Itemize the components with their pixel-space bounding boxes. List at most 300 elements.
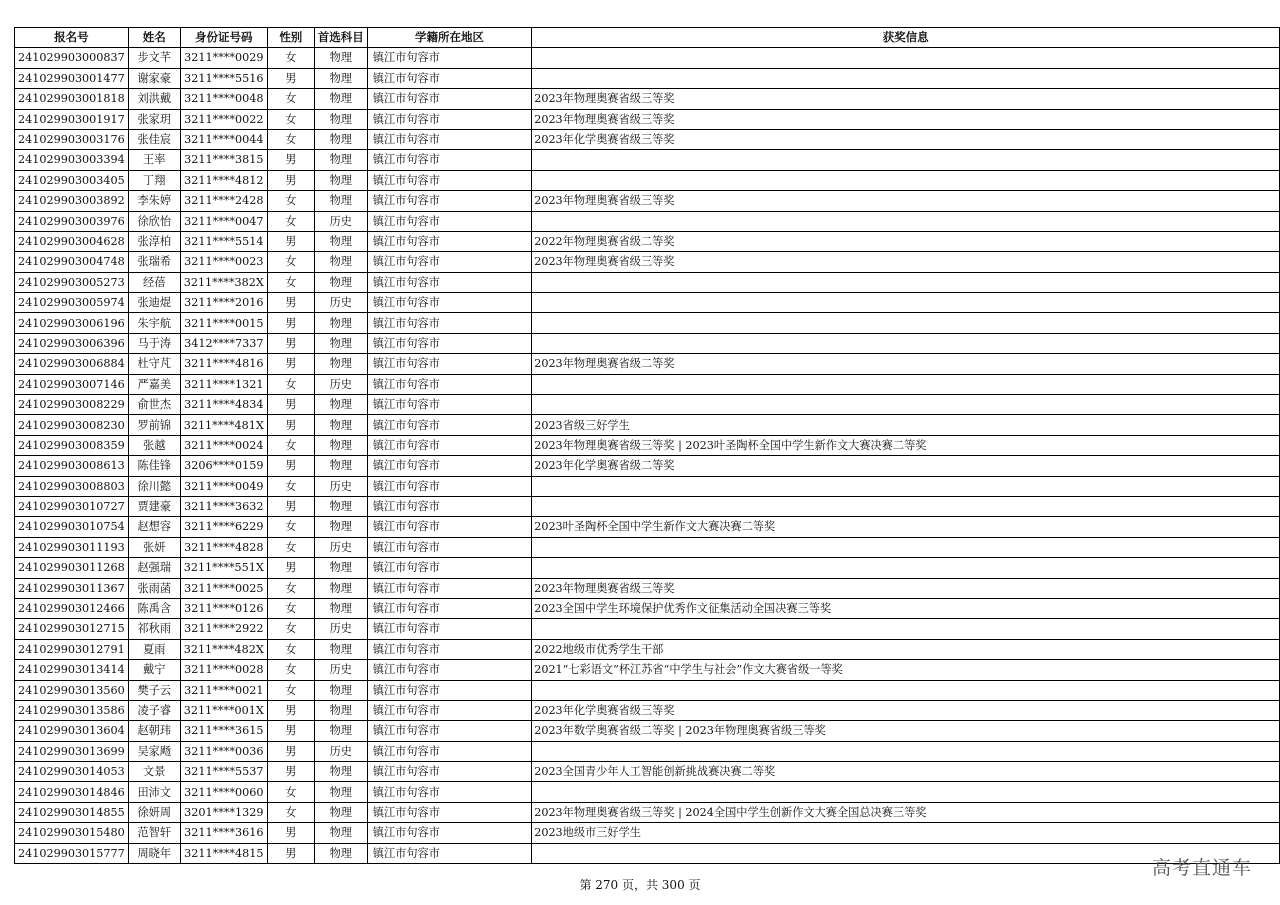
cell-name: 张瑞希 xyxy=(128,252,180,272)
table-row xyxy=(15,415,1280,435)
cell-subject: 物理 xyxy=(314,252,367,272)
cell-region: 镇江市句容市 xyxy=(367,109,531,129)
cell-reg-no: 241029903011268 xyxy=(15,558,129,578)
cell-name: 俞世杰 xyxy=(128,395,180,415)
cell-subject: 物理 xyxy=(314,170,367,190)
cell-reg-no: 241029903003976 xyxy=(15,211,129,231)
cell-gender: 男 xyxy=(267,558,314,578)
cell-id: 3211****551X xyxy=(180,558,267,578)
cell-subject: 物理 xyxy=(314,415,367,435)
table-row xyxy=(15,476,1280,496)
table-row xyxy=(15,843,1280,863)
cell-id: 3211****3615 xyxy=(180,721,267,741)
table-row xyxy=(15,333,1280,353)
cell-gender: 女 xyxy=(267,252,314,272)
cell-awards xyxy=(532,537,1280,557)
cell-gender: 男 xyxy=(267,496,314,516)
cell-region: 镇江市句容市 xyxy=(367,741,531,761)
cell-id: 3211****0044 xyxy=(180,129,267,149)
cell-id: 3211****2428 xyxy=(180,191,267,211)
cell-id: 3211****3815 xyxy=(180,150,267,170)
cell-subject: 物理 xyxy=(314,48,367,68)
cell-region: 镇江市句容市 xyxy=(367,191,531,211)
cell-subject: 物理 xyxy=(314,89,367,109)
cell-subject: 物理 xyxy=(314,558,367,578)
cell-reg-no: 241029903007146 xyxy=(15,374,129,394)
cell-name: 张迪焜 xyxy=(128,293,180,313)
cell-reg-no: 241029903013560 xyxy=(15,680,129,700)
cell-subject: 历史 xyxy=(314,660,367,680)
cell-reg-no: 241029903015480 xyxy=(15,823,129,843)
cell-subject: 物理 xyxy=(314,109,367,129)
cell-awards xyxy=(532,150,1280,170)
cell-reg-no: 241029903014053 xyxy=(15,762,129,782)
cell-name: 谢家豪 xyxy=(128,68,180,88)
cell-reg-no: 241029903008230 xyxy=(15,415,129,435)
cell-gender: 男 xyxy=(267,313,314,333)
cell-subject: 物理 xyxy=(314,823,367,843)
cell-reg-no: 241029903001917 xyxy=(15,109,129,129)
cell-subject: 物理 xyxy=(314,802,367,822)
cell-gender: 男 xyxy=(267,293,314,313)
cell-name: 范智轩 xyxy=(128,823,180,843)
cell-subject: 物理 xyxy=(314,843,367,863)
table-row xyxy=(15,374,1280,394)
cell-id: 3211****1321 xyxy=(180,374,267,394)
cell-awards: 2023地级市三好学生 xyxy=(532,823,1280,843)
table-row xyxy=(15,435,1280,455)
table-row xyxy=(15,48,1280,68)
cell-gender: 女 xyxy=(267,782,314,802)
cell-region: 镇江市句容市 xyxy=(367,231,531,251)
cell-reg-no: 241029903003405 xyxy=(15,170,129,190)
table-row xyxy=(15,598,1280,618)
cell-name: 樊子云 xyxy=(128,680,180,700)
cell-id: 3211****0036 xyxy=(180,741,267,761)
cell-awards: 2023省级三好学生 xyxy=(532,415,1280,435)
cell-subject: 物理 xyxy=(314,782,367,802)
cell-gender: 男 xyxy=(267,395,314,415)
admission-table xyxy=(14,27,1280,864)
cell-id: 3206****0159 xyxy=(180,456,267,476)
cell-gender: 女 xyxy=(267,89,314,109)
cell-region: 镇江市句容市 xyxy=(367,48,531,68)
table-row xyxy=(15,231,1280,251)
cell-name: 徐欣怡 xyxy=(128,211,180,231)
cell-region: 镇江市句容市 xyxy=(367,782,531,802)
cell-id: 3211****481X xyxy=(180,415,267,435)
cell-awards: 2023年物理奥赛省级三等奖 xyxy=(532,578,1280,598)
cell-subject: 物理 xyxy=(314,395,367,415)
cell-gender: 女 xyxy=(267,598,314,618)
cell-gender: 男 xyxy=(267,823,314,843)
cell-name: 经蓓 xyxy=(128,272,180,292)
cell-id: 3211****3632 xyxy=(180,496,267,516)
cell-gender: 女 xyxy=(267,578,314,598)
cell-id: 3211****5514 xyxy=(180,231,267,251)
cell-name: 严嘉美 xyxy=(128,374,180,394)
cell-name: 张家玥 xyxy=(128,109,180,129)
cell-subject: 物理 xyxy=(314,456,367,476)
cell-region: 镇江市句容市 xyxy=(367,354,531,374)
cell-name: 凌子睿 xyxy=(128,700,180,720)
cell-name: 李朱婷 xyxy=(128,191,180,211)
cell-gender: 男 xyxy=(267,415,314,435)
cell-subject: 物理 xyxy=(314,313,367,333)
cell-gender: 男 xyxy=(267,150,314,170)
cell-name: 夏雨 xyxy=(128,639,180,659)
table-row xyxy=(15,558,1280,578)
cell-id: 3211****4816 xyxy=(180,354,267,374)
cell-name: 贾建豪 xyxy=(128,496,180,516)
table-row xyxy=(15,354,1280,374)
cell-gender: 女 xyxy=(267,476,314,496)
cell-region: 镇江市句容市 xyxy=(367,313,531,333)
cell-subject: 历史 xyxy=(314,211,367,231)
col-header-region: 学籍所在地区 xyxy=(367,28,531,48)
cell-subject: 物理 xyxy=(314,680,367,700)
table-row xyxy=(15,823,1280,843)
cell-name: 文景 xyxy=(128,762,180,782)
page-footer: 第 270 页，共 300 页 xyxy=(579,878,701,892)
cell-region: 镇江市句容市 xyxy=(367,762,531,782)
cell-subject: 物理 xyxy=(314,578,367,598)
cell-id: 3211****0023 xyxy=(180,252,267,272)
cell-reg-no: 241029903013699 xyxy=(15,741,129,761)
cell-region: 镇江市句容市 xyxy=(367,598,531,618)
table-row xyxy=(15,639,1280,659)
table-row xyxy=(15,313,1280,333)
col-header-id: 身份证号码 xyxy=(180,28,267,48)
cell-subject: 物理 xyxy=(314,762,367,782)
cell-awards: 2023全国青少年人工智能创新挑战赛决赛二等奖 xyxy=(532,762,1280,782)
cell-reg-no: 241029903003892 xyxy=(15,191,129,211)
cell-subject: 历史 xyxy=(314,293,367,313)
watermark: 高考直通车 xyxy=(1151,857,1252,879)
cell-reg-no: 241029903005273 xyxy=(15,272,129,292)
cell-awards: 2023年物理奥赛省级三等奖 | 2023叶圣陶杯全国中学生新作文大赛决赛二等奖 xyxy=(532,435,1280,455)
table-row xyxy=(15,680,1280,700)
cell-name: 陈佳锋 xyxy=(128,456,180,476)
cell-name: 罗前锦 xyxy=(128,415,180,435)
cell-region: 镇江市句容市 xyxy=(367,211,531,231)
cell-name: 祁秋雨 xyxy=(128,619,180,639)
cell-name: 徐妍周 xyxy=(128,802,180,822)
cell-subject: 物理 xyxy=(314,639,367,659)
table-row xyxy=(15,211,1280,231)
cell-awards xyxy=(532,48,1280,68)
cell-awards: 2023年化学奥赛省级三等奖 xyxy=(532,129,1280,149)
cell-awards: 2023年数学奥赛省级二等奖 | 2023年物理奥赛省级三等奖 xyxy=(532,721,1280,741)
cell-awards: 2023年物理奥赛省级三等奖 xyxy=(532,89,1280,109)
cell-id: 3211****5516 xyxy=(180,68,267,88)
cell-region: 镇江市句容市 xyxy=(367,558,531,578)
cell-id: 3211****0048 xyxy=(180,89,267,109)
cell-awards xyxy=(532,496,1280,516)
cell-subject: 历史 xyxy=(314,619,367,639)
cell-name: 张越 xyxy=(128,435,180,455)
cell-subject: 物理 xyxy=(314,231,367,251)
cell-reg-no: 241029903004748 xyxy=(15,252,129,272)
table-row xyxy=(15,802,1280,822)
cell-region: 镇江市句容市 xyxy=(367,496,531,516)
cell-reg-no: 241029903011193 xyxy=(15,537,129,557)
cell-region: 镇江市句容市 xyxy=(367,293,531,313)
cell-id: 3211****0049 xyxy=(180,476,267,496)
cell-name: 周晓年 xyxy=(128,843,180,863)
table-row xyxy=(15,700,1280,720)
cell-region: 镇江市句容市 xyxy=(367,700,531,720)
cell-gender: 女 xyxy=(267,517,314,537)
cell-id: 3211****3616 xyxy=(180,823,267,843)
table-row xyxy=(15,517,1280,537)
table-row xyxy=(15,762,1280,782)
cell-name: 陈禹含 xyxy=(128,598,180,618)
cell-region: 镇江市句容市 xyxy=(367,639,531,659)
table-row xyxy=(15,456,1280,476)
table-row xyxy=(15,129,1280,149)
cell-id: 3211****0126 xyxy=(180,598,267,618)
cell-region: 镇江市句容市 xyxy=(367,680,531,700)
cell-region: 镇江市句容市 xyxy=(367,619,531,639)
col-header-reg-no: 报名号 xyxy=(15,28,129,48)
cell-awards xyxy=(532,558,1280,578)
cell-gender: 女 xyxy=(267,537,314,557)
cell-id: 3211****4815 xyxy=(180,843,267,863)
cell-awards xyxy=(532,374,1280,394)
cell-awards xyxy=(532,741,1280,761)
cell-region: 镇江市句容市 xyxy=(367,456,531,476)
cell-awards: 2022年物理奥赛省级二等奖 xyxy=(532,231,1280,251)
cell-reg-no: 241029903011367 xyxy=(15,578,129,598)
cell-gender: 女 xyxy=(267,129,314,149)
cell-reg-no: 241029903012791 xyxy=(15,639,129,659)
cell-region: 镇江市句容市 xyxy=(367,150,531,170)
cell-gender: 女 xyxy=(267,109,314,129)
cell-awards: 2023年物理奥赛省级三等奖 xyxy=(532,191,1280,211)
cell-name: 张妍 xyxy=(128,537,180,557)
cell-gender: 男 xyxy=(267,170,314,190)
cell-reg-no: 241029903001818 xyxy=(15,89,129,109)
cell-id: 3211****382X xyxy=(180,272,267,292)
cell-region: 镇江市句容市 xyxy=(367,660,531,680)
cell-gender: 男 xyxy=(267,456,314,476)
cell-awards: 2023年化学奥赛省级三等奖 xyxy=(532,700,1280,720)
cell-subject: 物理 xyxy=(314,700,367,720)
cell-reg-no: 241029903012466 xyxy=(15,598,129,618)
cell-reg-no: 241029903010727 xyxy=(15,496,129,516)
cell-id: 3201****1329 xyxy=(180,802,267,822)
cell-subject: 物理 xyxy=(314,435,367,455)
table-row xyxy=(15,89,1280,109)
table-row xyxy=(15,170,1280,190)
cell-awards xyxy=(532,293,1280,313)
cell-region: 镇江市句容市 xyxy=(367,578,531,598)
table-row xyxy=(15,293,1280,313)
cell-name: 张佳宸 xyxy=(128,129,180,149)
cell-id: 3211****2016 xyxy=(180,293,267,313)
table-row xyxy=(15,721,1280,741)
cell-subject: 物理 xyxy=(314,496,367,516)
cell-region: 镇江市句容市 xyxy=(367,333,531,353)
cell-id: 3211****0024 xyxy=(180,435,267,455)
cell-region: 镇江市句容市 xyxy=(367,823,531,843)
col-header-name: 姓名 xyxy=(128,28,180,48)
cell-awards: 2021“七彩语文”杯江苏省“中学生与社会”作文大赛省级一等奖 xyxy=(532,660,1280,680)
cell-subject: 物理 xyxy=(314,721,367,741)
cell-name: 王率 xyxy=(128,150,180,170)
cell-reg-no: 241029903015777 xyxy=(15,843,129,863)
cell-subject: 历史 xyxy=(314,476,367,496)
cell-name: 赵想容 xyxy=(128,517,180,537)
cell-region: 镇江市句容市 xyxy=(367,252,531,272)
cell-awards: 2022地级市优秀学生干部 xyxy=(532,639,1280,659)
cell-name: 戴宁 xyxy=(128,660,180,680)
cell-name: 刘洪戴 xyxy=(128,89,180,109)
cell-name: 杜守芃 xyxy=(128,354,180,374)
cell-awards xyxy=(532,313,1280,333)
cell-awards xyxy=(532,272,1280,292)
cell-awards: 2023年物理奥赛省级三等奖 xyxy=(532,252,1280,272)
cell-gender: 女 xyxy=(267,619,314,639)
cell-id: 3211****0022 xyxy=(180,109,267,129)
cell-awards xyxy=(532,395,1280,415)
cell-subject: 物理 xyxy=(314,272,367,292)
table-row xyxy=(15,619,1280,639)
cell-awards xyxy=(532,170,1280,190)
cell-id: 3211****2922 xyxy=(180,619,267,639)
cell-awards xyxy=(532,476,1280,496)
cell-gender: 男 xyxy=(267,354,314,374)
cell-gender: 男 xyxy=(267,721,314,741)
cell-reg-no: 241029903008229 xyxy=(15,395,129,415)
cell-reg-no: 241029903000837 xyxy=(15,48,129,68)
cell-gender: 女 xyxy=(267,639,314,659)
cell-reg-no: 241029903014846 xyxy=(15,782,129,802)
cell-gender: 男 xyxy=(267,333,314,353)
cell-gender: 女 xyxy=(267,802,314,822)
cell-subject: 历史 xyxy=(314,741,367,761)
table-row xyxy=(15,68,1280,88)
cell-region: 镇江市句容市 xyxy=(367,68,531,88)
cell-awards: 2023年物理奥赛省级二等奖 xyxy=(532,354,1280,374)
cell-region: 镇江市句容市 xyxy=(367,802,531,822)
cell-subject: 物理 xyxy=(314,598,367,618)
cell-id: 3211****4828 xyxy=(180,537,267,557)
cell-id: 3211****0015 xyxy=(180,313,267,333)
cell-name: 徐川懿 xyxy=(128,476,180,496)
cell-reg-no: 241029903013604 xyxy=(15,721,129,741)
cell-awards xyxy=(532,211,1280,231)
cell-reg-no: 241029903008613 xyxy=(15,456,129,476)
cell-region: 镇江市句容市 xyxy=(367,170,531,190)
table-row xyxy=(15,191,1280,211)
cell-awards xyxy=(532,333,1280,353)
table-row xyxy=(15,537,1280,557)
cell-region: 镇江市句容市 xyxy=(367,517,531,537)
cell-gender: 男 xyxy=(267,231,314,251)
cell-id: 3211****0025 xyxy=(180,578,267,598)
table-row xyxy=(15,272,1280,292)
cell-region: 镇江市句容市 xyxy=(367,89,531,109)
cell-region: 镇江市句容市 xyxy=(367,721,531,741)
cell-awards: 2023全国中学生环境保护优秀作文征集活动全国决赛三等奖 xyxy=(532,598,1280,618)
cell-name: 丁翔 xyxy=(128,170,180,190)
cell-name: 赵强瑞 xyxy=(128,558,180,578)
cell-id: 3211****0021 xyxy=(180,680,267,700)
table-row xyxy=(15,252,1280,272)
table-row xyxy=(15,578,1280,598)
cell-gender: 女 xyxy=(267,374,314,394)
cell-id: 3211****482X xyxy=(180,639,267,659)
cell-reg-no: 241029903010754 xyxy=(15,517,129,537)
cell-awards: 2023叶圣陶杯全国中学生新作文大赛决赛二等奖 xyxy=(532,517,1280,537)
table-row xyxy=(15,496,1280,516)
cell-reg-no: 241029903008359 xyxy=(15,435,129,455)
cell-id: 3211****001X xyxy=(180,700,267,720)
cell-id: 3211****0029 xyxy=(180,48,267,68)
cell-gender: 男 xyxy=(267,741,314,761)
cell-reg-no: 241029903003394 xyxy=(15,150,129,170)
cell-gender: 女 xyxy=(267,680,314,700)
table-row xyxy=(15,109,1280,129)
col-header-awards: 获奖信息 xyxy=(532,28,1280,48)
cell-subject: 物理 xyxy=(314,517,367,537)
cell-gender: 男 xyxy=(267,700,314,720)
cell-name: 赵朝玮 xyxy=(128,721,180,741)
cell-reg-no: 241029903001477 xyxy=(15,68,129,88)
cell-subject: 物理 xyxy=(314,129,367,149)
cell-region: 镇江市句容市 xyxy=(367,129,531,149)
cell-gender: 女 xyxy=(267,272,314,292)
cell-reg-no: 241029903008803 xyxy=(15,476,129,496)
cell-region: 镇江市句容市 xyxy=(367,537,531,557)
cell-subject: 物理 xyxy=(314,191,367,211)
col-header-gender: 性别 xyxy=(267,28,314,48)
cell-subject: 历史 xyxy=(314,537,367,557)
cell-id: 3211****0028 xyxy=(180,660,267,680)
cell-gender: 男 xyxy=(267,843,314,863)
cell-subject: 物理 xyxy=(314,333,367,353)
cell-awards xyxy=(532,782,1280,802)
cell-awards xyxy=(532,680,1280,700)
cell-reg-no: 241029903003176 xyxy=(15,129,129,149)
cell-subject: 物理 xyxy=(314,354,367,374)
table-row xyxy=(15,741,1280,761)
cell-name: 马于涛 xyxy=(128,333,180,353)
cell-reg-no: 241029903012715 xyxy=(15,619,129,639)
cell-reg-no: 241029903006396 xyxy=(15,333,129,353)
cell-id: 3211****0060 xyxy=(180,782,267,802)
cell-awards: 2023年化学奥赛省级二等奖 xyxy=(532,456,1280,476)
cell-reg-no: 241029903014855 xyxy=(15,802,129,822)
header-row xyxy=(15,28,1280,48)
cell-gender: 女 xyxy=(267,435,314,455)
cell-gender: 女 xyxy=(267,660,314,680)
cell-region: 镇江市句容市 xyxy=(367,843,531,863)
table-row xyxy=(15,660,1280,680)
cell-region: 镇江市句容市 xyxy=(367,272,531,292)
cell-reg-no: 241029903006196 xyxy=(15,313,129,333)
cell-reg-no: 241029903004628 xyxy=(15,231,129,251)
cell-gender: 男 xyxy=(267,762,314,782)
cell-gender: 女 xyxy=(267,211,314,231)
cell-id: 3211****4812 xyxy=(180,170,267,190)
cell-subject: 历史 xyxy=(314,374,367,394)
table-row xyxy=(15,150,1280,170)
col-header-subject: 首选科目 xyxy=(314,28,367,48)
cell-gender: 女 xyxy=(267,48,314,68)
